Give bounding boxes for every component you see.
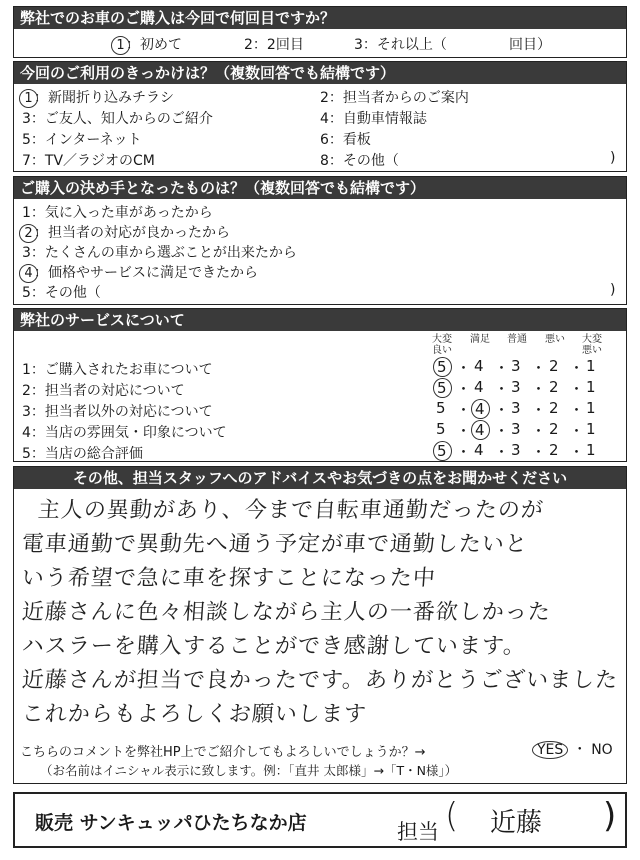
q5-title: その他、担当スタッフへのアドバイスやお気づきの点をお聞かせください [14,467,626,489]
q2-option-7[interactable]: 7：TV／ラジオのCM [22,153,155,169]
q2-option-8-close: ) [610,150,616,166]
rating-option[interactable]: 3 [511,420,522,438]
rating-option[interactable]: 1 [586,441,597,459]
handwriting-line: ハスラーを購入することができ感謝しています。 [20,634,527,659]
scale-label: 大変良い [432,334,452,356]
rating-separator: ・ [569,401,586,419]
rating-option[interactable]: 5 [436,399,447,417]
q3-section [13,176,627,305]
rating-separator: ・ [494,443,511,461]
rating-separator: ・ [456,380,473,398]
q4-item-4: 4：当店の雰囲気・印象について [22,425,227,441]
rating-separator: ・ [456,422,473,440]
q4-item-1: 1：ご購入されたお車について [22,362,213,378]
rating-option[interactable]: 1 [586,378,597,396]
handwriting-line: 近藤さんが担当で良かったです。ありがとうございました [20,668,619,693]
q2-option-5[interactable]: 5：インターネット [22,132,142,148]
rating-selected[interactable]: 4 [471,399,490,419]
q3-option-1[interactable]: 1：気に入った車があったから [22,205,213,221]
rating-option[interactable]: 4 [474,441,485,459]
rating-option[interactable]: 2 [549,357,560,375]
rating-separator: ・ [494,359,511,377]
store-name: 販売 サンキュッパひたちなか店 [35,812,307,834]
q4-section [13,308,627,462]
handwriting-line: これからもよろしくお願いします [20,702,368,727]
rating-separator: ・ [456,401,473,419]
q1-section [13,6,627,58]
rating-separator: ・ [531,401,548,419]
q2-option-8[interactable]: 8：その他（ [320,153,399,169]
scale-label: 大変悪い [582,334,602,356]
rating-separator: ・ [569,359,586,377]
staff-paren-open: ( [445,796,459,836]
q2-option-6[interactable]: 6：看板 [320,132,371,148]
staff-label: 担当 [397,820,439,844]
scale-label: 悪い [545,334,565,345]
rating-selected[interactable]: 5 [433,357,452,377]
handwriting-line: 近藤さんに色々相談しながら主人の一番欲しかった [20,600,552,625]
q1-option-3-suffix: 回目） [509,37,551,53]
rating-separator: ・ [456,443,473,461]
scale-label: 普通 [507,334,527,345]
handwriting-line: 主人の異動があり、今まで自転車通勤だったのが [36,498,545,523]
rating-option[interactable]: 3 [511,357,522,375]
q5-note: （お名前はイニシャル表示に致します。例：「直井 太郎様」→「T・N様」） [40,763,458,778]
no-option[interactable]: NO [591,742,613,758]
q5-yes-no[interactable]: YES ・ NO [532,739,613,759]
rating-option[interactable]: 1 [586,357,597,375]
q3-option-5[interactable]: 5：その他（ [22,285,101,301]
q3-option-2[interactable]: 2：担当者の対応が良かったから [22,222,230,242]
rating-option[interactable]: 2 [549,441,560,459]
rating-separator: ・ [531,443,548,461]
q3-option-3[interactable]: 3：たくさんの車から選ぶことが出来たから [22,245,297,261]
q4-item-3: 3：担当者以外の対応について [22,404,213,420]
q5-section [13,466,627,784]
rating-separator: ・ [531,359,548,377]
rating-selected[interactable]: 4 [471,420,490,440]
q4-item-5: 5：当店の総合評価 [22,446,143,462]
rating-separator: ・ [494,380,511,398]
rating-option[interactable]: 4 [474,357,485,375]
rating-separator: ・ [569,380,586,398]
rating-option[interactable]: 1 [586,420,597,438]
store-footer [13,792,627,848]
q1-option-1[interactable]: 1：初めて [114,34,182,54]
q1-title: 弊社でのお車のご購入は今回で何回目ですか？ [14,7,626,29]
rating-separator: ・ [569,443,586,461]
q3-option-4[interactable]: 4：価格やサービスに満足できたから [22,262,258,282]
q3-title: ご購入の決め手となったものは？（複数回答でも結構です） [14,177,626,199]
rating-option[interactable]: 3 [511,378,522,396]
handwriting-line: 電車通勤で異動先へ通う予定が車で通勤したいと [20,532,529,557]
q5-permission: こちらのコメントを弊社HP上でご紹介してもよろしいでしょうか？→ [20,745,426,760]
q1-option-3[interactable]: 3：それ以上（ [354,37,447,53]
handwriting-line: いう希望で急に車を探すことになった中 [20,566,437,591]
q2-option-2[interactable]: 2：担当者からのご案内 [320,90,469,106]
rating-separator: ・ [569,422,586,440]
rating-option[interactable]: 1 [586,399,597,417]
rating-separator: ・ [494,401,511,419]
rating-option[interactable]: 3 [511,399,522,417]
q2-option-4[interactable]: 4：自動車情報誌 [320,111,427,127]
staff-paren-close: ) [603,796,617,836]
q2-option-1[interactable]: 1：新聞折り込みチラシ [22,87,174,107]
staff-name: 近藤 [490,808,543,838]
rating-option[interactable]: 3 [511,441,522,459]
rating-selected[interactable]: 5 [433,378,452,398]
rating-option[interactable]: 2 [549,420,560,438]
q3-option-5-close: ) [610,282,616,298]
q2-option-3[interactable]: 3：ご友人、知人からのご紹介 [22,111,213,127]
rating-selected[interactable]: 5 [433,441,452,461]
rating-separator: ・ [456,359,473,377]
q4-item-2: 2：担当者の対応について [22,383,185,399]
rating-option[interactable]: 2 [549,378,560,396]
rating-option[interactable]: 2 [549,399,560,417]
q1-option-2[interactable]: 2：2回目 [244,37,304,53]
rating-separator: ・ [494,422,511,440]
scale-label: 満足 [470,334,490,345]
rating-separator: ・ [531,380,548,398]
rating-separator: ・ [531,422,548,440]
rating-option[interactable]: 5 [436,420,447,438]
q4-title: 弊社のサービスについて [14,309,626,331]
q2-title: 今回のご利用のきっかけは？（複数回答でも結構です） [14,62,626,84]
q2-section [13,61,627,172]
yes-option[interactable]: YES [532,741,568,759]
rating-option[interactable]: 4 [474,378,485,396]
